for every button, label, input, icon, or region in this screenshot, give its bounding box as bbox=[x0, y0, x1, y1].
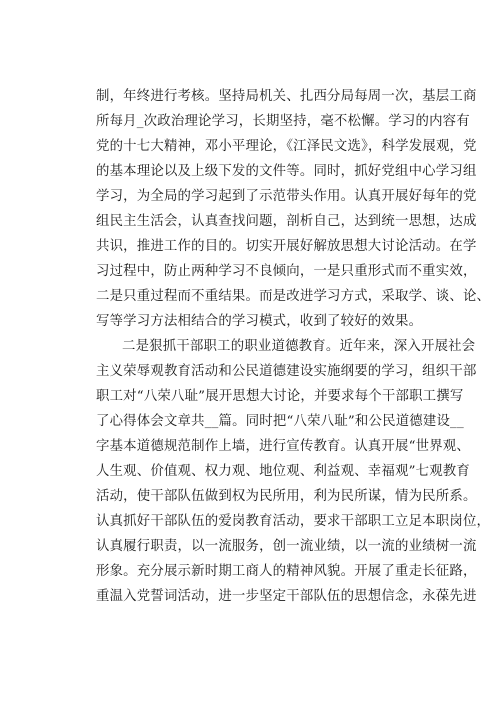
text-line: 形象。充分展示新时期工商人的精神风貌。开展了重走长征路， bbox=[96, 564, 477, 579]
text-line: 所每月_次政治理论学习，长期坚持，毫不松懈。学习的内容有 bbox=[96, 114, 470, 129]
text-line: 习过程中，防止两种学习不良倾向，一是只重形式而不重实效， bbox=[96, 264, 477, 279]
text-line: 主义荣辱观教育活动和公民道德建设实施纲要的学习，组织干部 bbox=[96, 364, 477, 379]
text-line: 的基本理论以及上级下发的文件等。同时，抓好党组中心学习组 bbox=[96, 164, 477, 179]
text-line: 组民主生活会，认真查找问题，剖析自己，达到统一思想，达成 bbox=[96, 214, 477, 229]
text-line: 共识，推进工作的目的。切实开展好解放思想大讨论活动。在学 bbox=[96, 239, 477, 254]
text-line: 职工对“八荣八耻”展开思想大讨论，并要求每个干部职工撰写 bbox=[96, 389, 464, 404]
text-line: 人生观、价值观、权力观、地位观、利益观、幸福观”七观教育 bbox=[96, 464, 470, 479]
text-line: 了心得体会文章共__篇。同时把“八荣八耻”和公民道德建设__ bbox=[96, 414, 464, 429]
text-line: 学习，为全局的学习起到了示范带头作用。认真开展好每年的党 bbox=[96, 189, 477, 204]
text-line: 重温入党誓词活动，进一步坚定干部队伍的思想信念，永葆先进 bbox=[96, 589, 477, 604]
text-line: 认真履行职责，以一流服务，创一流业绩，以一流的业绩树一流 bbox=[96, 539, 477, 554]
text-line: 二是只重过程而不重结果。而是改进学习方式，采取学、谈、论、 bbox=[96, 289, 491, 304]
text-line: 认真抓好干部队伍的爱岗教育活动，要求干部职工立足本职岗位， bbox=[96, 514, 491, 529]
body-text bbox=[96, 84, 491, 609]
text-line: 党的十七大精神，邓小平理论，《江泽民文选》，科学发展观，党 bbox=[96, 139, 477, 154]
text-line: 字基本道德规范制作上墙，进行宣传教育。认真开展“世界观、 bbox=[96, 439, 470, 454]
text-line: 写等学习方法相结合的学习模式，收到了较好的效果。 bbox=[96, 314, 423, 329]
text-line: 制，年终进行考核。坚持局机关、扎西分局每周一次，基层工商 bbox=[96, 89, 477, 104]
paragraph-first-line: 二是狠抓干部职工的职业道德教育。近年来，深入开展社会 bbox=[122, 339, 476, 354]
text-line: 活动，使干部队伍做到权为民所用，利为民所谋，情为民所系。 bbox=[96, 489, 477, 504]
